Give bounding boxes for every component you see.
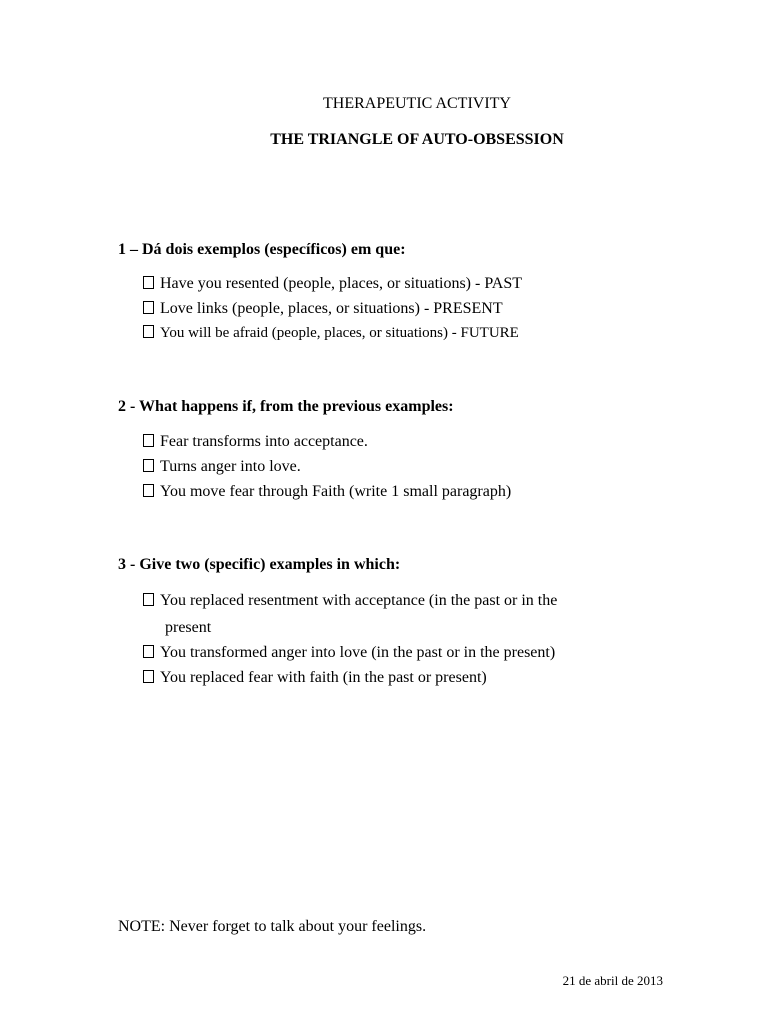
list-item: Fear transforms into acceptance.: [143, 429, 511, 454]
checkbox-icon: [143, 434, 154, 447]
page-title: THE TRIANGLE OF AUTO-OBSESSION: [270, 131, 564, 148]
note-text: NOTE: Never forget to talk about your feelings.: [118, 918, 427, 935]
checkbox-icon: [143, 645, 154, 658]
checkbox-icon: [143, 670, 154, 683]
list-item: You replaced resentment with acceptance (in the past or in the present: [143, 588, 557, 640]
footer-date: 21 de abril de 2013: [562, 973, 663, 988]
section-1-heading: 1 – Dá dois exemplos (específicos) em que:: [118, 241, 406, 258]
section-1-list: [143, 271, 522, 346]
section-2-heading: 2 - What happens if, from the previous examples:: [118, 398, 454, 415]
list-item-continuation: present: [165, 619, 212, 636]
list-item: Love links (people, places, or situations) - PRESENT: [143, 296, 522, 321]
checkbox-icon: [143, 593, 154, 606]
checkbox-icon: [143, 276, 154, 289]
activity-label: THERAPEUTIC ACTIVITY: [323, 95, 511, 112]
checkbox-icon: [143, 484, 154, 497]
section-3-heading: 3 - Give two (specific) examples in which:: [118, 556, 401, 573]
list-item: Have you resented (people, places, or situations) - PAST: [143, 271, 522, 296]
section-2-list: [143, 429, 511, 504]
list-item: Turns anger into love.: [143, 454, 511, 479]
list-item: You will be afraid (people, places, or situations) - FUTURE: [143, 321, 522, 346]
checkbox-icon: [143, 459, 154, 472]
section-3-list: [143, 588, 557, 690]
list-item: You move fear through Faith (write 1 small paragraph): [143, 479, 511, 504]
checkbox-icon: [143, 301, 154, 314]
list-item: You transformed anger into love (in the past or in the present): [143, 640, 557, 665]
checkbox-icon: [143, 325, 154, 338]
list-item: You replaced fear with faith (in the past or present): [143, 665, 557, 690]
